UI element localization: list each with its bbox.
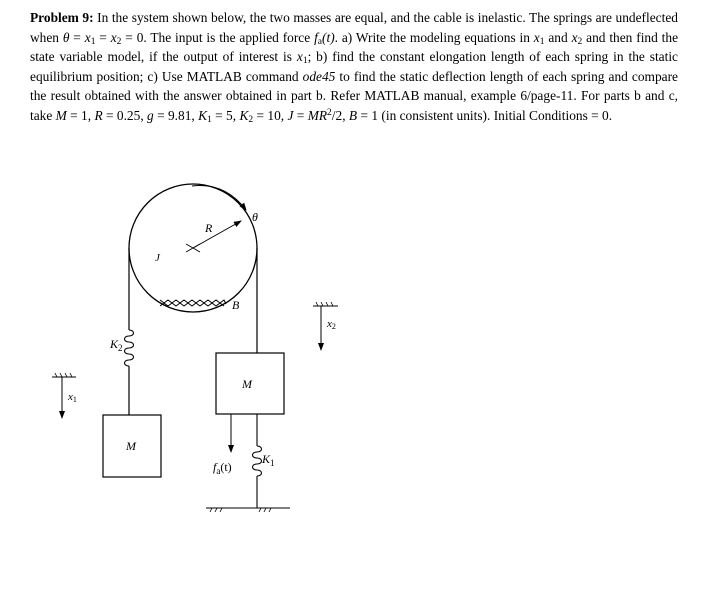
var-K: K <box>239 107 249 123</box>
subscript: 1 <box>302 56 308 67</box>
text-segment: /2, <box>331 107 349 123</box>
subscript: 2 <box>577 36 583 47</box>
spring-k1 <box>253 446 262 476</box>
var-t: (t) <box>322 29 335 45</box>
label-K1: $K_1$ <box>262 452 275 468</box>
text-segment: and then find the state variable model, if the output of interest is <box>30 29 679 65</box>
var-x: x <box>296 49 303 65</box>
var-x: x <box>571 29 578 45</box>
superscript: 2 <box>327 107 332 118</box>
label-B: B <box>232 298 240 312</box>
subscript: 2 <box>116 36 122 47</box>
subscript: 2 <box>248 114 254 125</box>
text-segment: = 0.25, <box>102 107 148 123</box>
label-M-right: M <box>242 377 252 391</box>
text-segment: = 9.81, <box>153 107 199 123</box>
label-x2: x2 <box>327 318 336 331</box>
subscript: 1 <box>90 36 96 47</box>
label-K2: $K_2$ <box>110 337 123 353</box>
problem-label: Problem 9: <box>30 10 94 25</box>
rotational-damper <box>160 298 240 312</box>
label-x1: x1 <box>68 391 77 404</box>
label-M-left: M <box>126 439 136 453</box>
x2-reference <box>313 302 338 350</box>
ground-right <box>206 508 290 512</box>
label-fa: $f_a(t)$ <box>213 460 232 476</box>
text-segment: = <box>95 29 111 45</box>
radius-arrow <box>193 221 241 248</box>
text-segment: = <box>69 29 85 45</box>
spring-k2 <box>125 330 134 366</box>
var-x: x <box>533 29 540 45</box>
left-mass-assembly <box>103 330 161 477</box>
var-theta: θ <box>62 29 70 45</box>
text-segment: = 0. The input is the applied force <box>121 29 315 45</box>
var-f: f <box>314 29 318 45</box>
var-B: B <box>348 107 358 123</box>
text-segment: = 10, <box>253 107 288 123</box>
text-segment: = <box>293 107 308 123</box>
label-theta: θ <box>252 210 258 224</box>
text-segment: = 1, <box>66 107 95 123</box>
text-segment: to find the static deflection length of each spring and compare the result obtained with the answer obtained in part b. Refer MATLAB manual, example 6/page-11. For parts b and c, take <box>30 68 678 123</box>
text-segment: . a) Write the modeling equations in <box>334 29 534 45</box>
matlab-command: ode45 <box>302 68 336 84</box>
var-x: x <box>84 29 91 45</box>
text-segment: = 5, <box>211 107 240 123</box>
label-R: R <box>205 221 213 235</box>
label-J: J <box>155 252 160 264</box>
var-g: g <box>147 107 154 123</box>
var-M: M <box>55 107 67 123</box>
text-segment: In the system shown below, the two masses are equal, and the cable is inelastic. The springs are undeflected when <box>30 10 678 45</box>
var-K: K <box>198 107 208 123</box>
x1-reference <box>52 373 77 418</box>
rotation-arrow <box>192 186 246 211</box>
text-segment: ; b) find the constant elongation length of each spring in the static equilibrium position; c) Use MATLAB command <box>30 49 678 84</box>
pulley <box>129 184 258 312</box>
text-segment: = 1 (in consistent units). Initial Conditions = 0. <box>357 107 613 123</box>
pulley-center <box>186 244 200 252</box>
var-x: x <box>110 29 117 45</box>
text-segment: and <box>544 29 572 45</box>
var-MR: MR <box>307 107 328 123</box>
subscript: 1 <box>539 36 545 47</box>
var-J: J <box>287 107 294 123</box>
subscript: 1 <box>207 114 212 125</box>
var-R: R <box>94 107 103 123</box>
subscript: a <box>317 36 323 47</box>
